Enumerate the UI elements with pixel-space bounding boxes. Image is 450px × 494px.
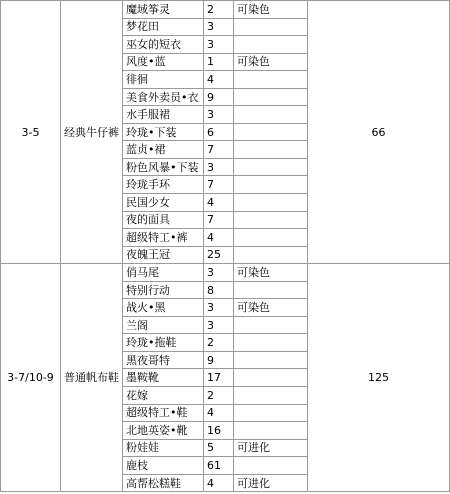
item-count-cell: 3 xyxy=(204,264,234,282)
item-count-cell: 3 xyxy=(204,299,234,317)
item-count-cell: 3 xyxy=(204,158,234,176)
item-name-cell: 夜的面具 xyxy=(123,211,204,229)
item-note-cell xyxy=(234,18,308,36)
item-name-cell: 北地英姿•靴 xyxy=(123,422,204,440)
item-note-cell: 可进化 xyxy=(234,439,308,457)
item-count-cell: 4 xyxy=(204,229,234,247)
item-name-cell: 玲珑•拖鞋 xyxy=(123,334,204,352)
item-note-cell: 可染色 xyxy=(234,53,308,71)
item-name-cell: 高帮松糕鞋 xyxy=(123,474,204,492)
item-count-cell: 5 xyxy=(204,439,234,457)
item-count-cell: 2 xyxy=(204,387,234,405)
item-note-cell xyxy=(234,246,308,264)
item-name-cell: 战火•黑 xyxy=(123,299,204,317)
item-note-cell xyxy=(234,211,308,229)
item-note-cell xyxy=(234,387,308,405)
item-name-cell: 玲珑•下装 xyxy=(123,123,204,141)
item-name-cell: 玲珑手环 xyxy=(123,176,204,194)
item-name-cell: 魔域筝灵 xyxy=(123,1,204,19)
item-name-cell: 俏马尾 xyxy=(123,264,204,282)
item-count-cell: 25 xyxy=(204,246,234,264)
item-note-cell xyxy=(234,404,308,422)
item-note-cell xyxy=(234,281,308,299)
item-note-cell: 可进化 xyxy=(234,474,308,492)
item-note-cell xyxy=(234,88,308,106)
item-count-cell: 4 xyxy=(204,474,234,492)
item-count-cell: 1 xyxy=(204,53,234,71)
category-cell: 普通帆布鞋 xyxy=(61,264,123,492)
item-name-cell: 蓝贞•裙 xyxy=(123,141,204,159)
item-count-cell: 9 xyxy=(204,351,234,369)
item-note-cell: 可染色 xyxy=(234,264,308,282)
item-count-cell: 4 xyxy=(204,194,234,212)
item-name-cell: 民国少女 xyxy=(123,194,204,212)
item-note-cell: 可染色 xyxy=(234,299,308,317)
item-name-cell: 水手服裙 xyxy=(123,106,204,124)
item-name-cell: 鹿枝 xyxy=(123,457,204,475)
item-note-cell xyxy=(234,229,308,247)
item-name-cell: 巫女的短衣 xyxy=(123,36,204,54)
item-count-cell: 7 xyxy=(204,176,234,194)
item-count-cell: 2 xyxy=(204,334,234,352)
item-note-cell xyxy=(234,36,308,54)
item-count-cell: 8 xyxy=(204,281,234,299)
item-name-cell: 粉娃娃 xyxy=(123,439,204,457)
item-name-cell: 粉色风暴•下装 xyxy=(123,158,204,176)
item-name-cell: 特别行动 xyxy=(123,281,204,299)
item-note-cell xyxy=(234,351,308,369)
item-count-cell: 3 xyxy=(204,316,234,334)
item-note-cell xyxy=(234,176,308,194)
item-name-cell: 夜魄王冠 xyxy=(123,246,204,264)
item-note-cell xyxy=(234,422,308,440)
item-count-cell: 3 xyxy=(204,106,234,124)
item-count-cell: 9 xyxy=(204,88,234,106)
item-name-cell: 徘徊 xyxy=(123,71,204,89)
level-range-cell: 3-5 xyxy=(1,1,61,264)
item-count-cell: 4 xyxy=(204,71,234,89)
table-row xyxy=(1,264,450,282)
item-note-cell xyxy=(234,369,308,387)
item-count-cell: 16 xyxy=(204,422,234,440)
item-count-cell: 61 xyxy=(204,457,234,475)
table-body xyxy=(1,1,450,492)
item-name-cell: 花嫁 xyxy=(123,387,204,405)
item-name-cell: 超级特工•鞋 xyxy=(123,404,204,422)
item-note-cell xyxy=(234,457,308,475)
item-count-cell: 6 xyxy=(204,123,234,141)
item-note-cell xyxy=(234,123,308,141)
item-note-cell xyxy=(234,106,308,124)
item-name-cell: 兰阁 xyxy=(123,316,204,334)
item-note-cell xyxy=(234,141,308,159)
item-count-cell: 7 xyxy=(204,211,234,229)
item-count-cell: 2 xyxy=(204,1,234,19)
item-count-cell: 4 xyxy=(204,404,234,422)
table-row xyxy=(1,1,450,19)
item-note-cell xyxy=(234,194,308,212)
item-name-cell: 黑夜哥特 xyxy=(123,351,204,369)
item-name-cell: 超级特工•裤 xyxy=(123,229,204,247)
item-count-cell: 17 xyxy=(204,369,234,387)
group-total-cell: 66 xyxy=(308,1,450,264)
category-cell: 经典牛仔裤 xyxy=(61,1,123,264)
item-name-cell: 梦花田 xyxy=(123,18,204,36)
item-note-cell: 可染色 xyxy=(234,1,308,19)
item-note-cell xyxy=(234,334,308,352)
item-name-cell: 美食外卖员•衣 xyxy=(123,88,204,106)
item-name-cell: 墨鞍靴 xyxy=(123,369,204,387)
level-range-cell: 3-7/10-9 xyxy=(1,264,61,492)
item-note-cell xyxy=(234,158,308,176)
group-total-cell: 125 xyxy=(308,264,450,492)
item-count-cell: 3 xyxy=(204,18,234,36)
item-note-cell xyxy=(234,316,308,334)
item-name-cell: 风度•蓝 xyxy=(123,53,204,71)
item-note-cell xyxy=(234,71,308,89)
item-count-cell: 7 xyxy=(204,141,234,159)
item-count-cell: 3 xyxy=(204,36,234,54)
